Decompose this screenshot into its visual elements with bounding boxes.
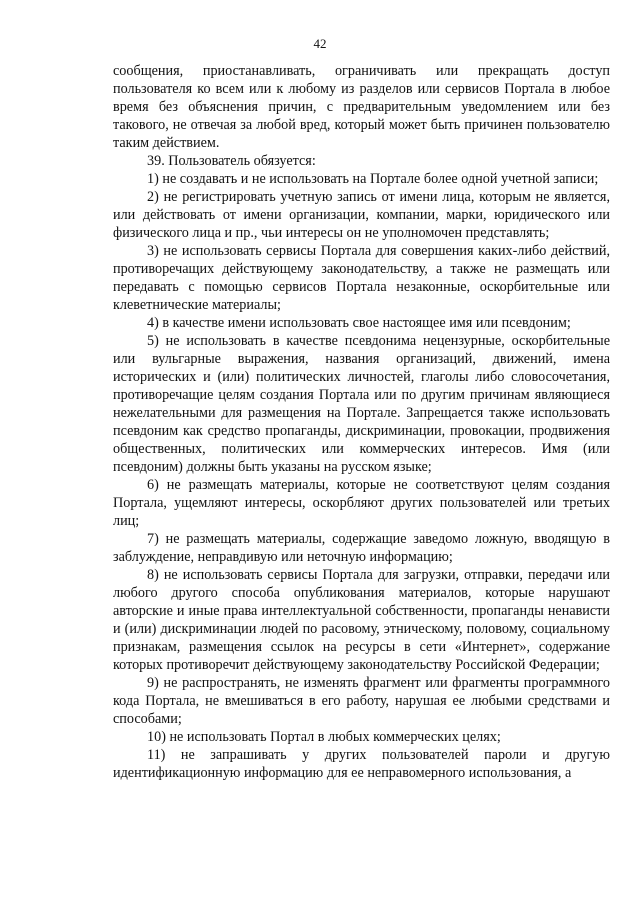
paragraph-item-5: 5) не использовать в качестве псевдонима нецензурные, оскорбительные или вульгарные выражения, названия организаций, движений, имена исторических и (или) политических личностей, глаголы либо словосочетания, противоречащие целям создания Портала или по другим причинам являющиеся нежелательными для размещения на Портале. Запрещается также использовать псевдоним как средство пропаганды, дискриминации, провокации, продвижения общественных, политических или коммерческих интересов. Имя (или псевдоним) должны быть указаны на русском языке; — [113, 333, 610, 475]
paragraph-item-9: 9) не распространять, не изменять фрагмент или фрагменты программного кода Портала, не вмешиваться в его работу, нарушая ее любыми средствами и способами; — [113, 675, 610, 727]
paragraph-item-6: 6) не размещать материалы, которые не соответствуют целям создания Портала, ущемляют интересы, оскорбляют других пользователей или третьих лиц; — [113, 477, 610, 529]
paragraph-item-11: 11) не запрашивать у других пользователей пароли и другую идентификационную информацию для ее неправомерного использования, а — [113, 747, 610, 781]
page-number: 42 — [313, 36, 327, 51]
paragraph-continuation: сообщения, приостанавливать, ограничивать или прекращать доступ пользователя ко всем или к любому из разделов или сервисов Портала в любое время без объяснения причин, с предварительным уведомлением или без такового, не отвечая за любой вред, который может быть причинен пользователю таким действием. — [113, 63, 610, 151]
paragraph-section-39-heading: 39. Пользователь обязуется: — [147, 153, 316, 169]
document-body — [113, 62, 610, 782]
paragraph-item-1: 1) не создавать и не использовать на Портале более одной учетной записи; — [147, 171, 599, 187]
paragraph-item-2: 2) не регистрировать учетную запись от имени лица, которым не является, или действовать от имени организации, компании, марки, юридического или физического лица и пр., чьи интересы он не уполномочен представлять; — [113, 189, 610, 241]
paragraph-item-4: 4) в качестве имени использовать свое настоящее имя или псевдоним; — [147, 315, 571, 331]
paragraph-item-8: 8) не использовать сервисы Портала для загрузки, отправки, передачи или любого другого способа опубликования материалов, которые нарушают авторские и иные права интеллектуальной собственности, пропаганды ненависти и (или) дискриминации людей по расовому, этническому, половому, социальному признакам, размещения ссылок на ресурсы в сети «Интернет», содержание которых противоречит действующему законодательству Российской Федерации; — [113, 567, 610, 673]
paragraph-item-10: 10) не использовать Портал в любых коммерческих целях; — [147, 729, 501, 745]
paragraph-item-7: 7) не размещать материалы, содержащие заведомо ложную, вводящую в заблуждение, неправдивую или неточную информацию; — [113, 531, 610, 565]
paragraph-item-3: 3) не использовать сервисы Портала для совершения каких-либо действий, противоречащих действующему законодательству, а также не размещать или передавать с помощью сервисов Портала незаконные, оскорбительные или клеветнические материалы; — [113, 243, 610, 313]
